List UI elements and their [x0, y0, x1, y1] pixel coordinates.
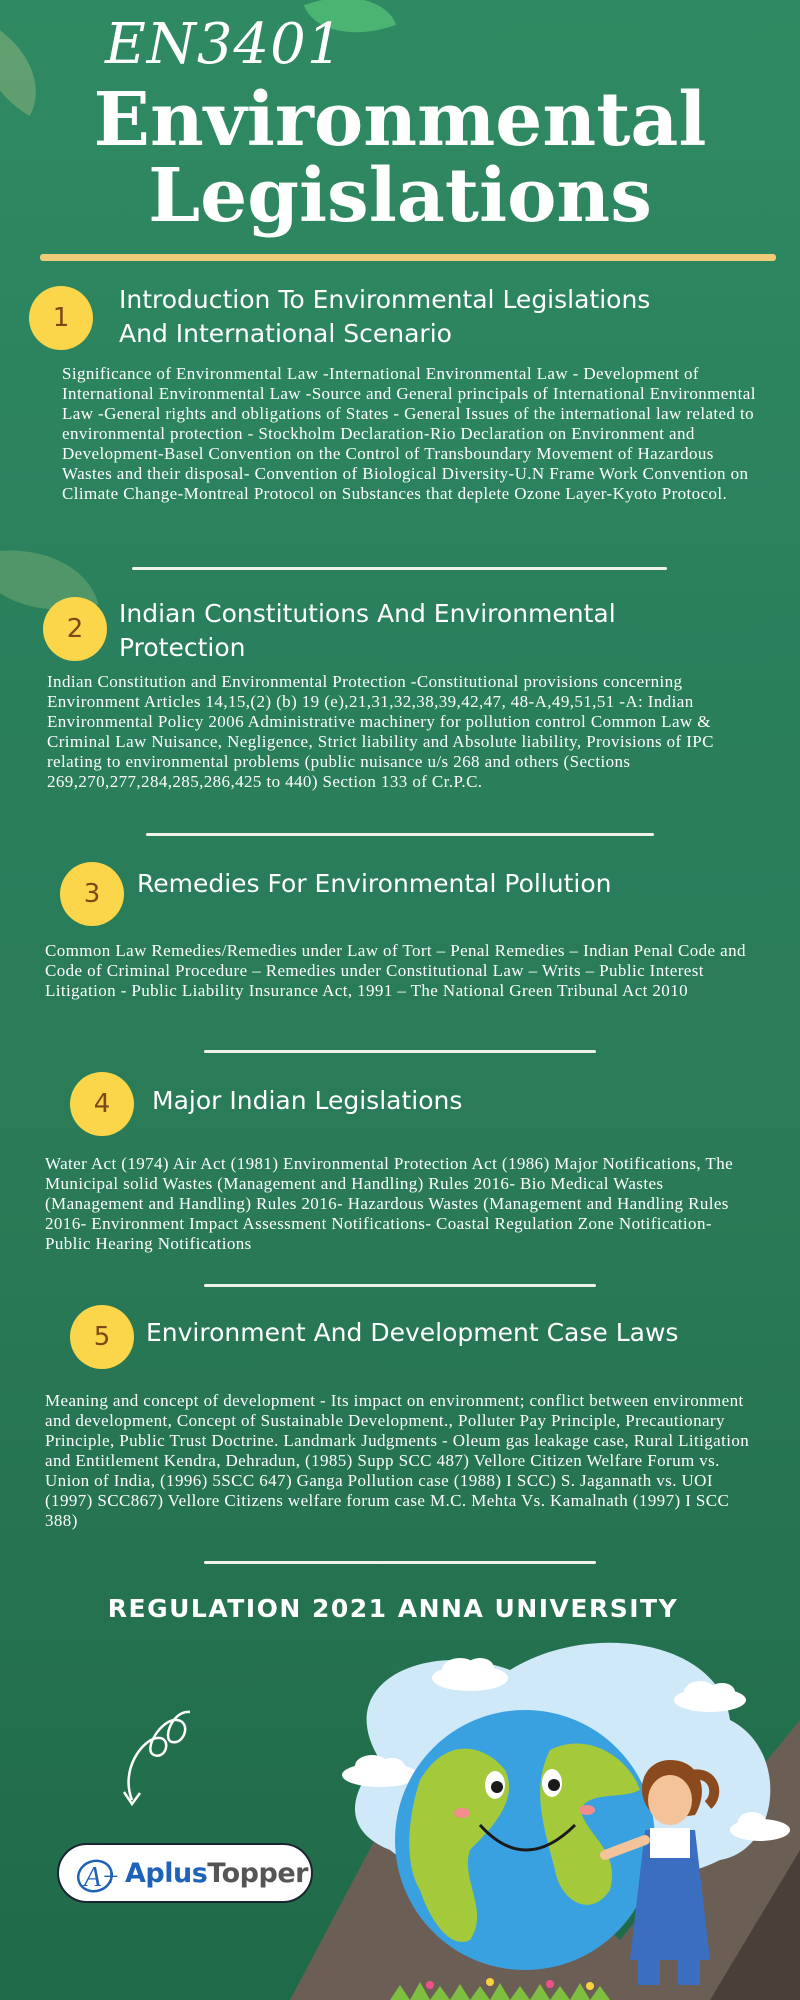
section-body: Water Act (1974) Air Act (1981) Environmental Protection Act (1986) Major Notifications, The Municipal solid Wastes (Management and Handling) Rules 2016- Bio Medical Wastes (Management and Handling) Rules 2016- Hazardous Wastes (Management and Handling Rules 2016- Environment Impact Assessment Notifications- Coastal Regulation Zone Notification- Public Hearing Notifications — [45, 1154, 734, 1253]
section-divider — [204, 1284, 596, 1287]
section-body: Common Law Remedies/Remedies under Law of Tort – Penal Remedies – Indian Penal Code and Code of Criminal Procedure – Remedies under Constitutional Law – Writs – Public Interest Litigation - Public Liability Insurance Act, 1991 – The National Green Tribunal Act 2010 — [45, 941, 746, 1000]
section-title-line: Introduction To Environmental Legislations — [119, 285, 651, 314]
section-title: Remedies For Environmental Pollution — [137, 869, 612, 898]
section-title-line: Indian Constitutions And Environmental — [119, 599, 616, 628]
section-title — [119, 283, 739, 351]
logo-mark-text: A+ — [84, 1862, 120, 1893]
leaf-decoration-top-left — [0, 24, 60, 116]
page-title — [60, 77, 740, 239]
regulation-title: REGULATION 2021 ANNA UNIVERSITY — [107, 1594, 679, 1623]
curly-arrow-icon — [112, 1700, 202, 1810]
section-body: Meaning and concept of development - Its impact on environment; conflict between environment and development, Concept of Sustainable Development., Polluter Pay Principle, Precautionary Principle, Public Trust Doctrine. Landmark Judgments - Oleum gas leakage case, Rural Litigation and Entitlement Kendra, Dehradun, (1985) Supp SCC 487) Vellore Citizen Welfare Forum vs. Union of India, (1996) 5SCC 647) Ganga Pollution case (1988) I SCC) S. Jagannath vs. UOI (1997) SCC867) Vellore Citizens welfare forum case M.C. Mehta Vs. Kamalnath (1997) I SCC 388) — [45, 1391, 750, 1530]
section-divider — [204, 1050, 596, 1053]
page-title-line1: Environmental — [93, 77, 707, 163]
logo-text-topper: Topper — [207, 1858, 308, 1889]
section-title-line: Protection — [119, 633, 246, 662]
page-title-line2: Legislations — [148, 153, 652, 239]
section-title: Major Indian Legislations — [152, 1086, 463, 1115]
section-divider — [132, 567, 667, 570]
section-number-badge: 2 — [43, 597, 107, 661]
course-code: EN3401 — [105, 12, 344, 77]
section-body: Indian Constitution and Environmental Protection -Constitutional provisions concerning Environment Articles 14,15,(2) (b) 19 (e),21,31,32,38,39,42,47, 48-A,49,51,51 -A: Indian Environmental Policy 2006 Administrative machinery for pollution control Common Law & Criminal Law Nuisance, Negligence, Strict liability and Absolute liability, Provisions of IPC relating to environmental problems (public nuisance u/s 268 and others (Sections 269,270,277,284,285,286,425 to 440) Section 133 of Cr.P.C. — [47, 672, 714, 791]
title-divider — [40, 254, 776, 261]
aplus-logo-icon — [75, 1854, 121, 1894]
section-body: Significance of Environmental Law -International Environmental Law - Development of International Environmental Law -Source and General principals of International Environmental Law -General rights and obligations of States - General Issues of the international law related to environmental protection - Stockholm Declaration-Rio Declaration on Environment and Development-Basel Convention on the Control of Transboundary Movement of Hazardous Wastes and their disposal- Convention of Biological Diversity-U.N Frame Work Convention on Climate Change-Montreal Protocol on Substances that deplete Ozone Layer-Kyoto Protocol. — [62, 364, 756, 503]
aplustopper-logo[interactable] — [57, 1843, 313, 1903]
section-number-badge: 4 — [70, 1072, 134, 1136]
section-number-badge: 3 — [60, 862, 124, 926]
earth-illustration — [290, 1600, 800, 2000]
section-title-line: And International Scenario — [119, 319, 452, 348]
logo-text — [125, 1858, 308, 1889]
section-title — [119, 597, 739, 665]
section-divider — [146, 833, 654, 836]
section-number-badge: 1 — [29, 286, 93, 350]
section-title: Environment And Development Case Laws — [146, 1318, 679, 1347]
logo-text-aplus: Aplus — [125, 1858, 208, 1889]
section-divider — [204, 1561, 596, 1564]
section-number-badge: 5 — [70, 1305, 134, 1369]
